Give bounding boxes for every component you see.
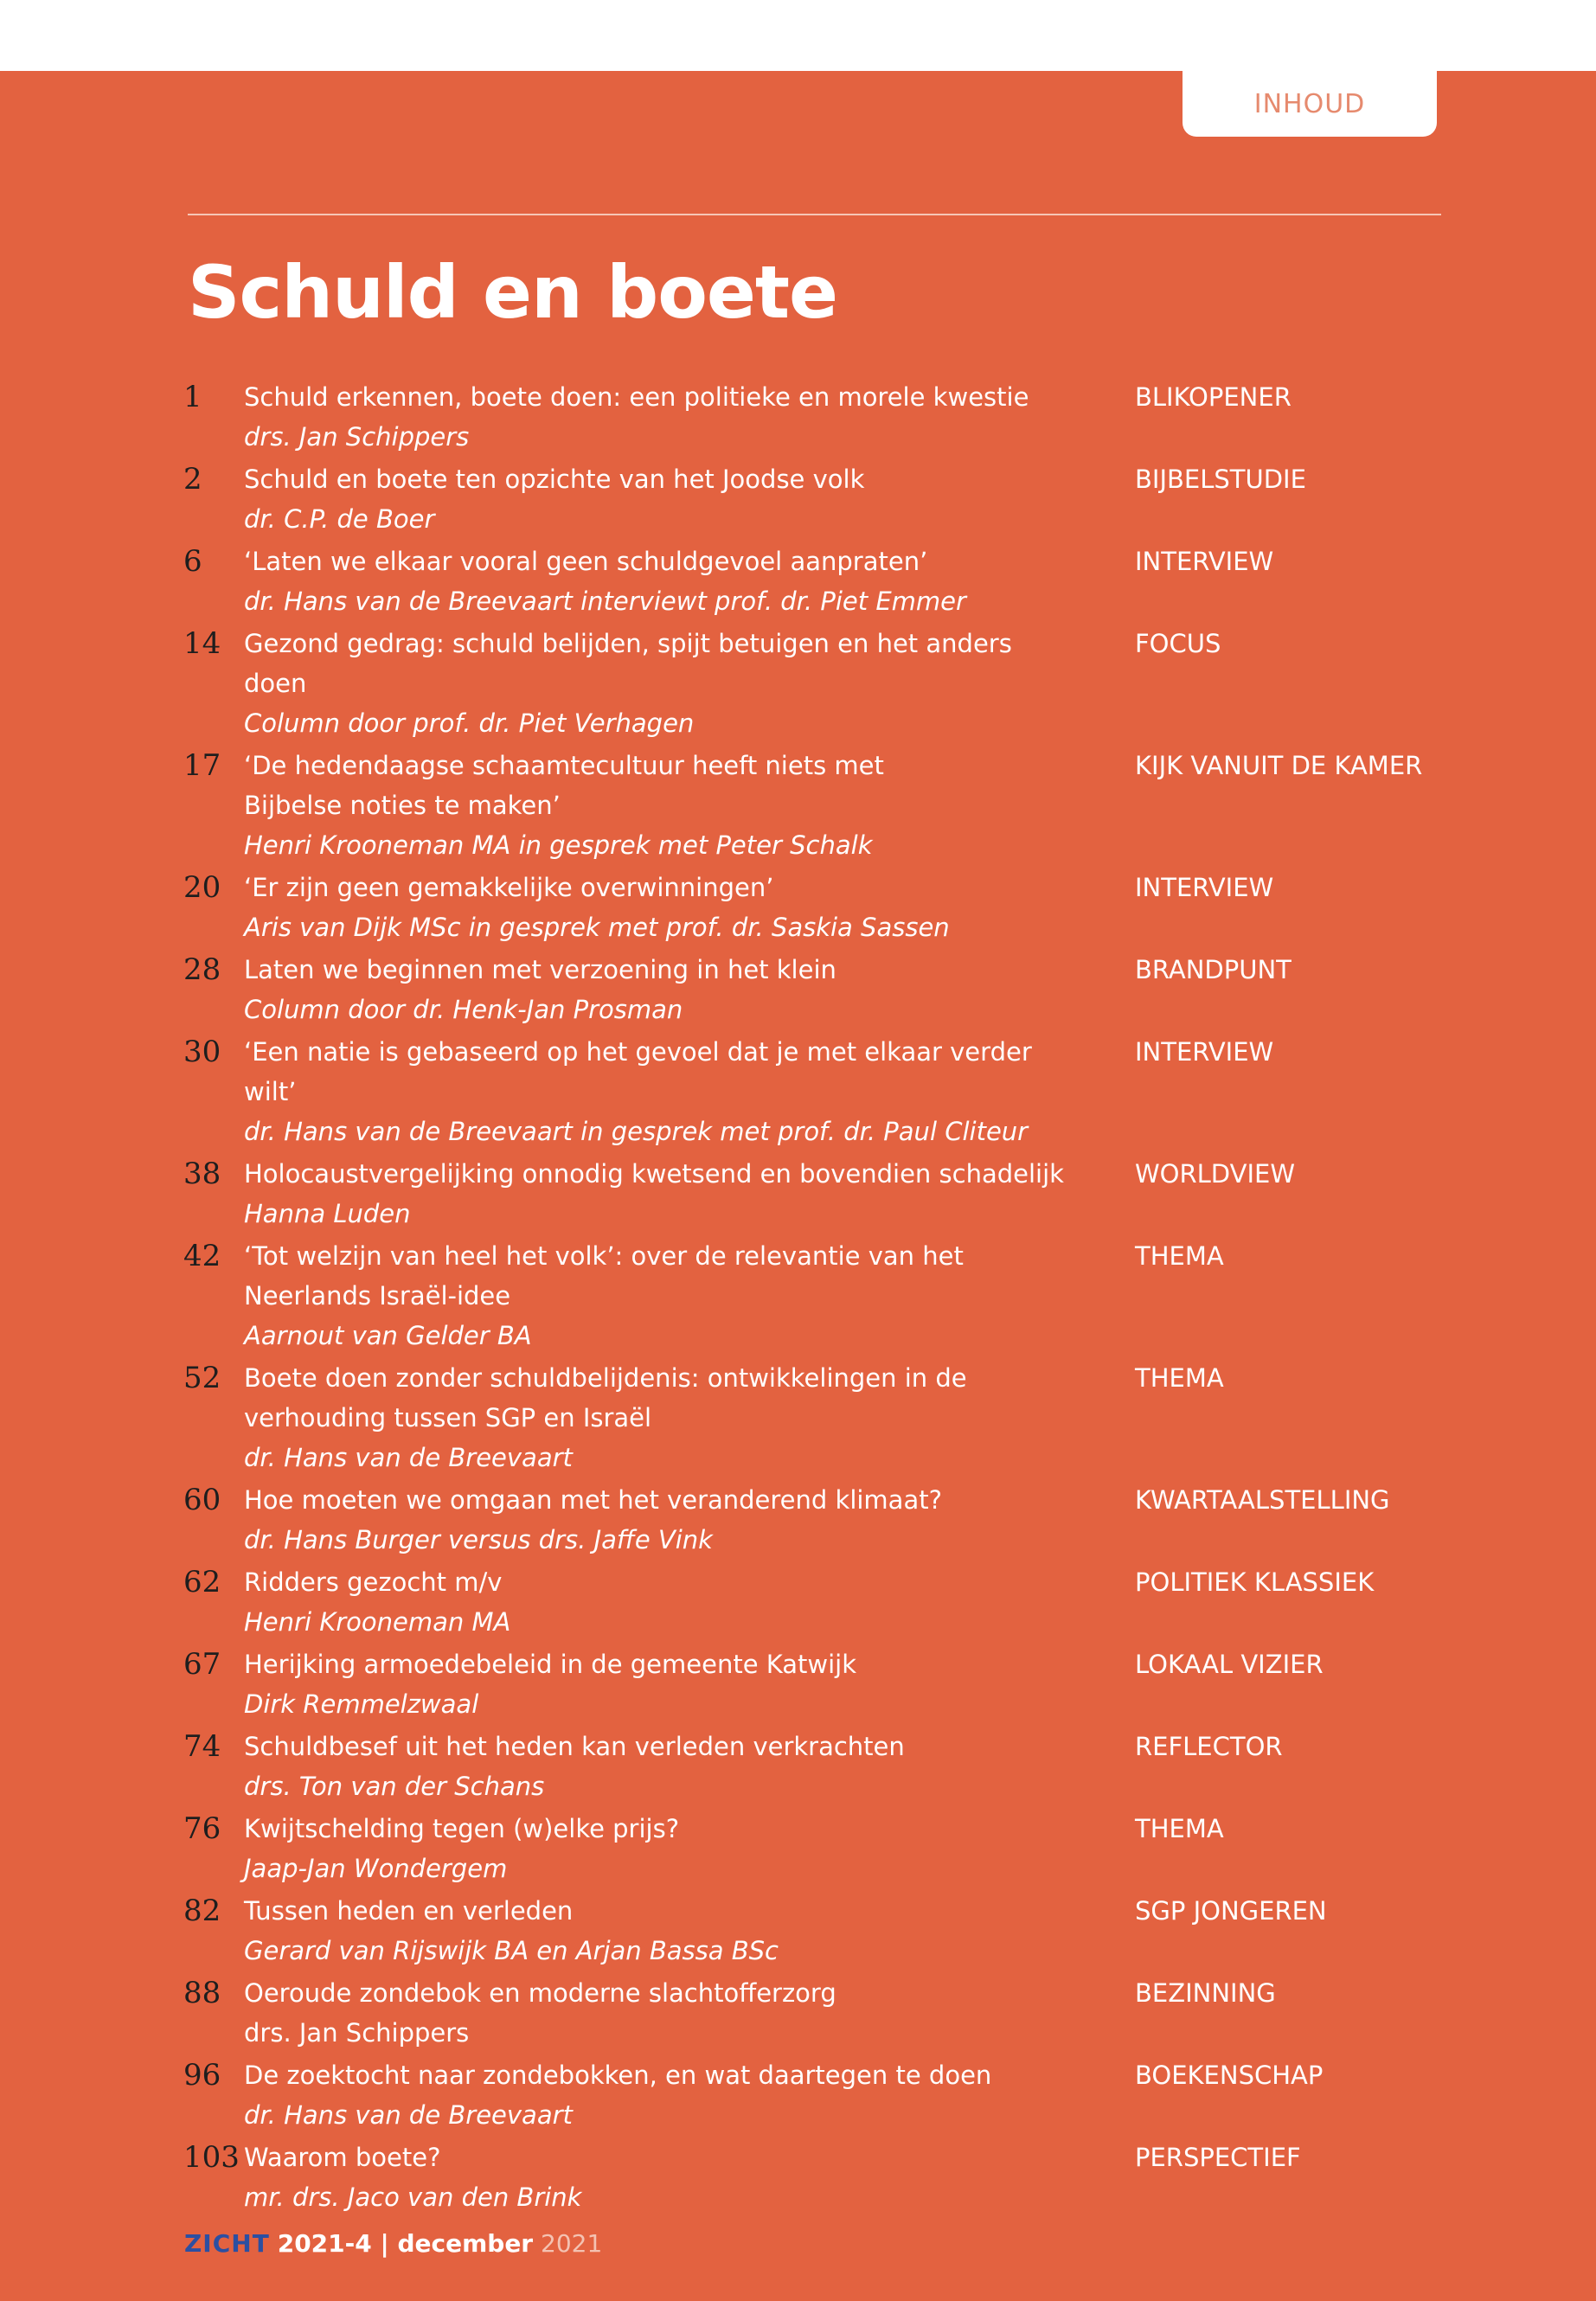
toc-article-title: Oeroude zondebok en moderne slachtofferzorg [244, 1978, 836, 2008]
toc-entry[interactable] [0, 746, 1596, 865]
toc-page-number: 62 [183, 1565, 221, 1599]
toc-article-title: Bijbelse noties te maken’ [244, 791, 561, 820]
section-tab [1183, 71, 1437, 137]
toc-article-title: Boete doen zonder schuldbelijdenis: ontwikkelingen in de [244, 1363, 967, 1393]
toc-article-title: ‘Er zijn geen gemakkelijke overwinningen’ [244, 873, 774, 902]
toc-page-number: 14 [183, 626, 221, 661]
toc-page-number: 74 [183, 1729, 221, 1764]
toc-page-number: 96 [183, 2058, 221, 2093]
toc-entry[interactable] [0, 1891, 1596, 1971]
toc-page-number: 2 [183, 462, 202, 497]
toc-category: SGP JONGEREN [1135, 1896, 1327, 1926]
section-tab-label: INHOUD [1253, 88, 1366, 119]
toc-category: KWARTAALSTELLING [1135, 1485, 1390, 1515]
toc-author: dr. C.P. de Boer [244, 504, 435, 534]
toc-category: INTERVIEW [1135, 547, 1274, 576]
toc-entry[interactable] [0, 1236, 1596, 1356]
toc-entry[interactable] [0, 1727, 1596, 1806]
toc-entry[interactable] [0, 1973, 1596, 2053]
toc-article-title: Herijking armoedebeleid in de gemeente Katwijk [244, 1650, 857, 1679]
issue-year: 2021 [541, 2229, 603, 2258]
toc-article-title: Tussen heden en verleden [244, 1896, 574, 1926]
toc-article-title: Schuld en boete ten opzichte van het Joodse volk [244, 465, 865, 494]
toc-page-number: 17 [183, 748, 221, 783]
toc-author: Henri Krooneman MA in gesprek met Peter Schalk [244, 830, 873, 860]
toc-category: THEMA [1135, 1363, 1224, 1393]
toc-article-title: Schuldbesef uit het heden kan verleden verkrachten [244, 1732, 905, 1761]
toc-entry[interactable] [0, 950, 1596, 1029]
toc-author: Aris van Dijk MSc in gesprek met prof. dr. Saskia Sassen [244, 913, 950, 942]
toc-category: LOKAAL VIZIER [1135, 1650, 1324, 1679]
toc-article-title: Neerlands Israël-idee [244, 1281, 511, 1311]
toc-author: Column door dr. Henk-Jan Prosman [244, 995, 683, 1024]
toc-entry[interactable] [0, 2055, 1596, 2135]
toc-entry[interactable] [0, 868, 1596, 947]
toc-entry[interactable] [0, 1032, 1596, 1151]
toc-page-number: 38 [183, 1157, 221, 1191]
toc-category: BOEKENSCHAP [1135, 2061, 1324, 2090]
toc-article-title: De zoektocht naar zondebokken, en wat daartegen te doen [244, 2061, 992, 2090]
toc-category: THEMA [1135, 1241, 1224, 1271]
toc-page-number: 28 [183, 952, 221, 987]
toc-author: drs. Ton van der Schans [244, 1772, 545, 1801]
toc-category: INTERVIEW [1135, 1037, 1274, 1067]
toc-page-number: 88 [183, 1976, 221, 2010]
toc-entry[interactable] [0, 1809, 1596, 1888]
toc-author: Henri Krooneman MA [244, 1607, 511, 1637]
toc-category: FOCUS [1135, 629, 1221, 658]
table-of-contents [0, 377, 1596, 2220]
magazine-name: ZICHT [184, 2229, 270, 2258]
toc-article-title: Schuld erkennen, boete doen: een politieke en morele kwestie [244, 382, 1029, 412]
toc-article-title: ‘Een natie is gebaseerd op het gevoel dat je met elkaar verder wilt’ [244, 1037, 1032, 1106]
toc-entry[interactable] [0, 2138, 1596, 2217]
toc-page-number: 60 [183, 1483, 221, 1517]
toc-entry-text [244, 950, 1074, 1029]
toc-entry-text [244, 1154, 1074, 1234]
toc-entry[interactable] [0, 1480, 1596, 1560]
toc-article-title: Laten we beginnen met verzoening in het klein [244, 955, 836, 984]
toc-article-title: ‘De hedendaagse schaamtecultuur heeft niets met [244, 751, 884, 780]
toc-page-number: 76 [183, 1811, 221, 1846]
toc-category: KIJK VANUIT DE KAMER [1135, 751, 1423, 780]
toc-entry-text [244, 1032, 1074, 1151]
toc-author: Jaap-Jan Wondergem [244, 1854, 508, 1883]
toc-article-title: Hoe moeten we omgaan met het veranderend klimaat? [244, 1485, 942, 1515]
toc-article-title: verhouding tussen SGP en Israël [244, 1403, 652, 1433]
toc-author: Hanna Luden [244, 1199, 411, 1228]
toc-category: BIJBELSTUDIE [1135, 465, 1306, 494]
toc-category: PERSPECTIEF [1135, 2143, 1301, 2172]
toc-page-number: 20 [183, 870, 221, 905]
toc-article-title: Holocaustvergelijking onnodig kwetsend en bovendien schadelijk [244, 1159, 1064, 1189]
toc-entry[interactable] [0, 1358, 1596, 1477]
toc-author: drs. Jan Schippers [244, 2018, 470, 2048]
toc-entry[interactable] [0, 624, 1596, 743]
toc-category: POLITIEK KLASSIEK [1135, 1567, 1375, 1597]
toc-entry-text [244, 624, 1074, 743]
toc-author: Gerard van Rijswijk BA en Arjan Bassa BSc [244, 1936, 779, 1965]
toc-entry-text [244, 868, 1074, 947]
toc-entry[interactable] [0, 377, 1596, 457]
toc-author: drs. Jan Schippers [244, 422, 470, 452]
page-title: Schuld en boete [188, 250, 838, 335]
toc-entry-text [244, 377, 1074, 457]
toc-author: dr. Hans van de Breevaart [244, 1443, 573, 1472]
toc-page-number: 103 [183, 2140, 240, 2175]
toc-entry-text [244, 746, 1074, 865]
toc-category: BRANDPUNT [1135, 955, 1292, 984]
toc-page-number: 6 [183, 544, 202, 579]
toc-entry-text [244, 459, 1074, 539]
toc-category: REFLECTOR [1135, 1732, 1283, 1761]
toc-article-title: Gezond gedrag: schuld belijden, spijt betuigen en het anders doen [244, 629, 1012, 698]
toc-author: Column door prof. dr. Piet Verhagen [244, 708, 695, 738]
toc-entry-text [244, 1644, 1074, 1724]
footer [184, 2229, 602, 2258]
toc-entry-text [244, 1562, 1074, 1642]
toc-page-number: 1 [183, 380, 202, 414]
toc-author: dr. Hans van de Breevaart interviewt prof. dr. Piet Emmer [244, 586, 966, 616]
toc-author: dr. Hans van de Breevaart [244, 2100, 573, 2130]
issue-label: 2021-4 | december [277, 2229, 534, 2258]
toc-article-title: ‘Tot welzijn van heel het volk’: over de relevantie van het [244, 1241, 964, 1271]
toc-author: dr. Hans Burger versus drs. Jaffe Vink [244, 1525, 713, 1554]
toc-page-number: 67 [183, 1647, 221, 1682]
toc-category: WORLDVIEW [1135, 1159, 1296, 1189]
toc-entry-text [244, 1809, 1074, 1888]
toc-author: dr. Hans van de Breevaart in gesprek met prof. dr. Paul Cliteur [244, 1117, 1029, 1146]
header-divider [188, 214, 1441, 215]
toc-page-number: 52 [183, 1361, 221, 1395]
toc-category: BLIKOPENER [1135, 382, 1292, 412]
toc-entry-text [244, 542, 1074, 621]
toc-author: Dirk Remmelzwaal [244, 1689, 479, 1719]
toc-category: THEMA [1135, 1814, 1224, 1843]
toc-entry-text [244, 1891, 1074, 1971]
toc-category: BEZINNING [1135, 1978, 1276, 2008]
toc-category: INTERVIEW [1135, 873, 1274, 902]
toc-author: mr. drs. Jaco van den Brink [244, 2182, 582, 2212]
toc-entry[interactable] [0, 1562, 1596, 1642]
toc-author: Aarnout van Gelder BA [244, 1321, 532, 1350]
toc-entry[interactable] [0, 459, 1596, 539]
toc-article-title: ‘Laten we elkaar vooral geen schuldgevoel aanpraten’ [244, 547, 928, 576]
toc-entry-text [244, 1973, 1074, 2053]
toc-entry-text [244, 1236, 1074, 1356]
toc-entry-text [244, 1727, 1074, 1806]
toc-entry-text [244, 2055, 1074, 2135]
toc-entry[interactable] [0, 542, 1596, 621]
toc-article-title: Waarom boete? [244, 2143, 441, 2172]
toc-article-title: Ridders gezocht m/v [244, 1567, 503, 1597]
toc-entry-text [244, 1480, 1074, 1560]
toc-entry[interactable] [0, 1154, 1596, 1234]
toc-page-number: 82 [183, 1894, 221, 1928]
toc-entry[interactable] [0, 1644, 1596, 1724]
toc-page-number: 30 [183, 1035, 221, 1069]
toc-entry-text [244, 2138, 1074, 2217]
toc-page-number: 42 [183, 1239, 221, 1273]
toc-entry-text [244, 1358, 1074, 1477]
toc-article-title: Kwijtschelding tegen (w)elke prijs? [244, 1814, 680, 1843]
